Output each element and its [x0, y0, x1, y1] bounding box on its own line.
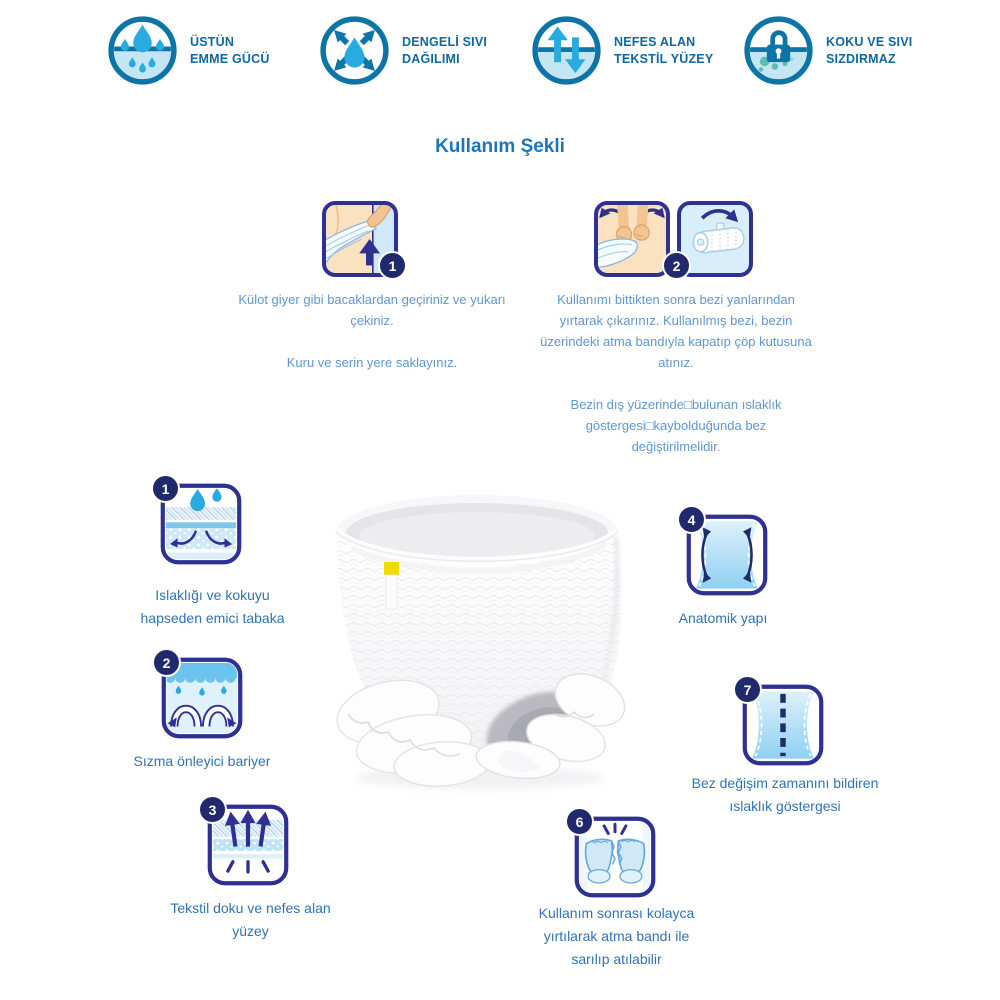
- callout-tear-disposal: [573, 815, 657, 899]
- callout-absorbent-core: [159, 482, 243, 566]
- feature-label-line: EMME GÜCÜ: [190, 51, 270, 66]
- callout-number-badge: 2: [152, 648, 181, 677]
- feature-superior-absorbency: [106, 14, 270, 87]
- feature-label-line: NEFES ALAN: [614, 34, 696, 49]
- section-heading: Kullanım Şekli: [435, 136, 565, 157]
- callout-label: Anatomik yapı: [678, 610, 768, 626]
- callout-label: Tekstil doku ve nefes alan yüzey: [170, 900, 331, 939]
- superior-absorbency-icon: [106, 14, 179, 87]
- instruction-paragraph: Kuru ve serin yere saklayınız.: [286, 355, 458, 370]
- callout-label: Sızma önleyici bariyer: [133, 753, 271, 769]
- breathable-textile-icon: [530, 14, 603, 87]
- feature-odor-liquid-lock: [742, 14, 912, 87]
- instruction-paragraph: Kullanımı bittikten sonra bezi yanlarından yırtarak çıkarınız. Kullanılmış bezi, bezin üzerindeki atma bandıyla kapatıp çöp kutusuna atınız.: [540, 292, 812, 370]
- callout-number-badge: 7: [733, 675, 762, 704]
- feature-label-line: KOKU VE SIVI: [826, 34, 913, 49]
- instruction-paragraph: Bezin dış yüzerinde□bulunan ıslaklık göstergesi□kaybolduğunda bez değiştirilmelidir.: [570, 397, 782, 454]
- feature-label-line: TEKSTİL YÜZEY: [614, 51, 714, 66]
- odor-liquid-lock-icon: [742, 14, 815, 87]
- callout-leak-barrier: [160, 656, 244, 740]
- callout-anatomic-shape: [685, 513, 769, 597]
- callout-number-badge: 3: [198, 795, 227, 824]
- callout-number-badge: 6: [565, 807, 594, 836]
- usage-step-1: [320, 199, 400, 279]
- step2-instructions: [540, 289, 812, 457]
- step1-instructions: [232, 289, 512, 373]
- callout-label: Islaklığı ve kokuyu hapseden emici tabaka: [140, 587, 285, 626]
- usage-step-2: [592, 199, 755, 279]
- feature-label-line: ÜSTÜN: [190, 34, 235, 49]
- step-number-badge: 1: [378, 251, 407, 280]
- callout-number-badge: 4: [677, 505, 706, 534]
- feature-label: [614, 34, 713, 68]
- callout-textile-surface: [206, 803, 290, 887]
- wetness-tag: [384, 562, 399, 575]
- feature-breathable-textile: [530, 14, 713, 87]
- feature-liquid-distribution: [318, 14, 487, 87]
- balanced-liquid-distribution-icon: [318, 14, 391, 87]
- step-number-badge: 2: [662, 251, 691, 280]
- feature-label: [402, 34, 487, 68]
- callout-number-badge: 1: [151, 474, 180, 503]
- feature-label: [826, 34, 912, 68]
- callout-wetness-indicator: [741, 683, 825, 767]
- feature-label: [190, 34, 270, 68]
- callout-label: Kullanım sonrası kolayca yırtılarak atma bandı ile sarılıp atılabilir: [538, 905, 695, 967]
- product-photo: [322, 476, 642, 800]
- feature-label-line: SIZDIRMAZ: [826, 51, 896, 66]
- step2-tear-icon: [592, 199, 672, 279]
- feature-label-line: DENGELİ SIVI: [402, 34, 488, 49]
- callout-label: Bez değişim zamanını bildiren ıslaklık göstergesi: [691, 775, 879, 814]
- instruction-paragraph: Külot giyer gibi bacaklardan geçiriniz ve yukarı çekiniz.: [238, 292, 506, 328]
- feature-label-line: DAĞILIMI: [402, 51, 460, 66]
